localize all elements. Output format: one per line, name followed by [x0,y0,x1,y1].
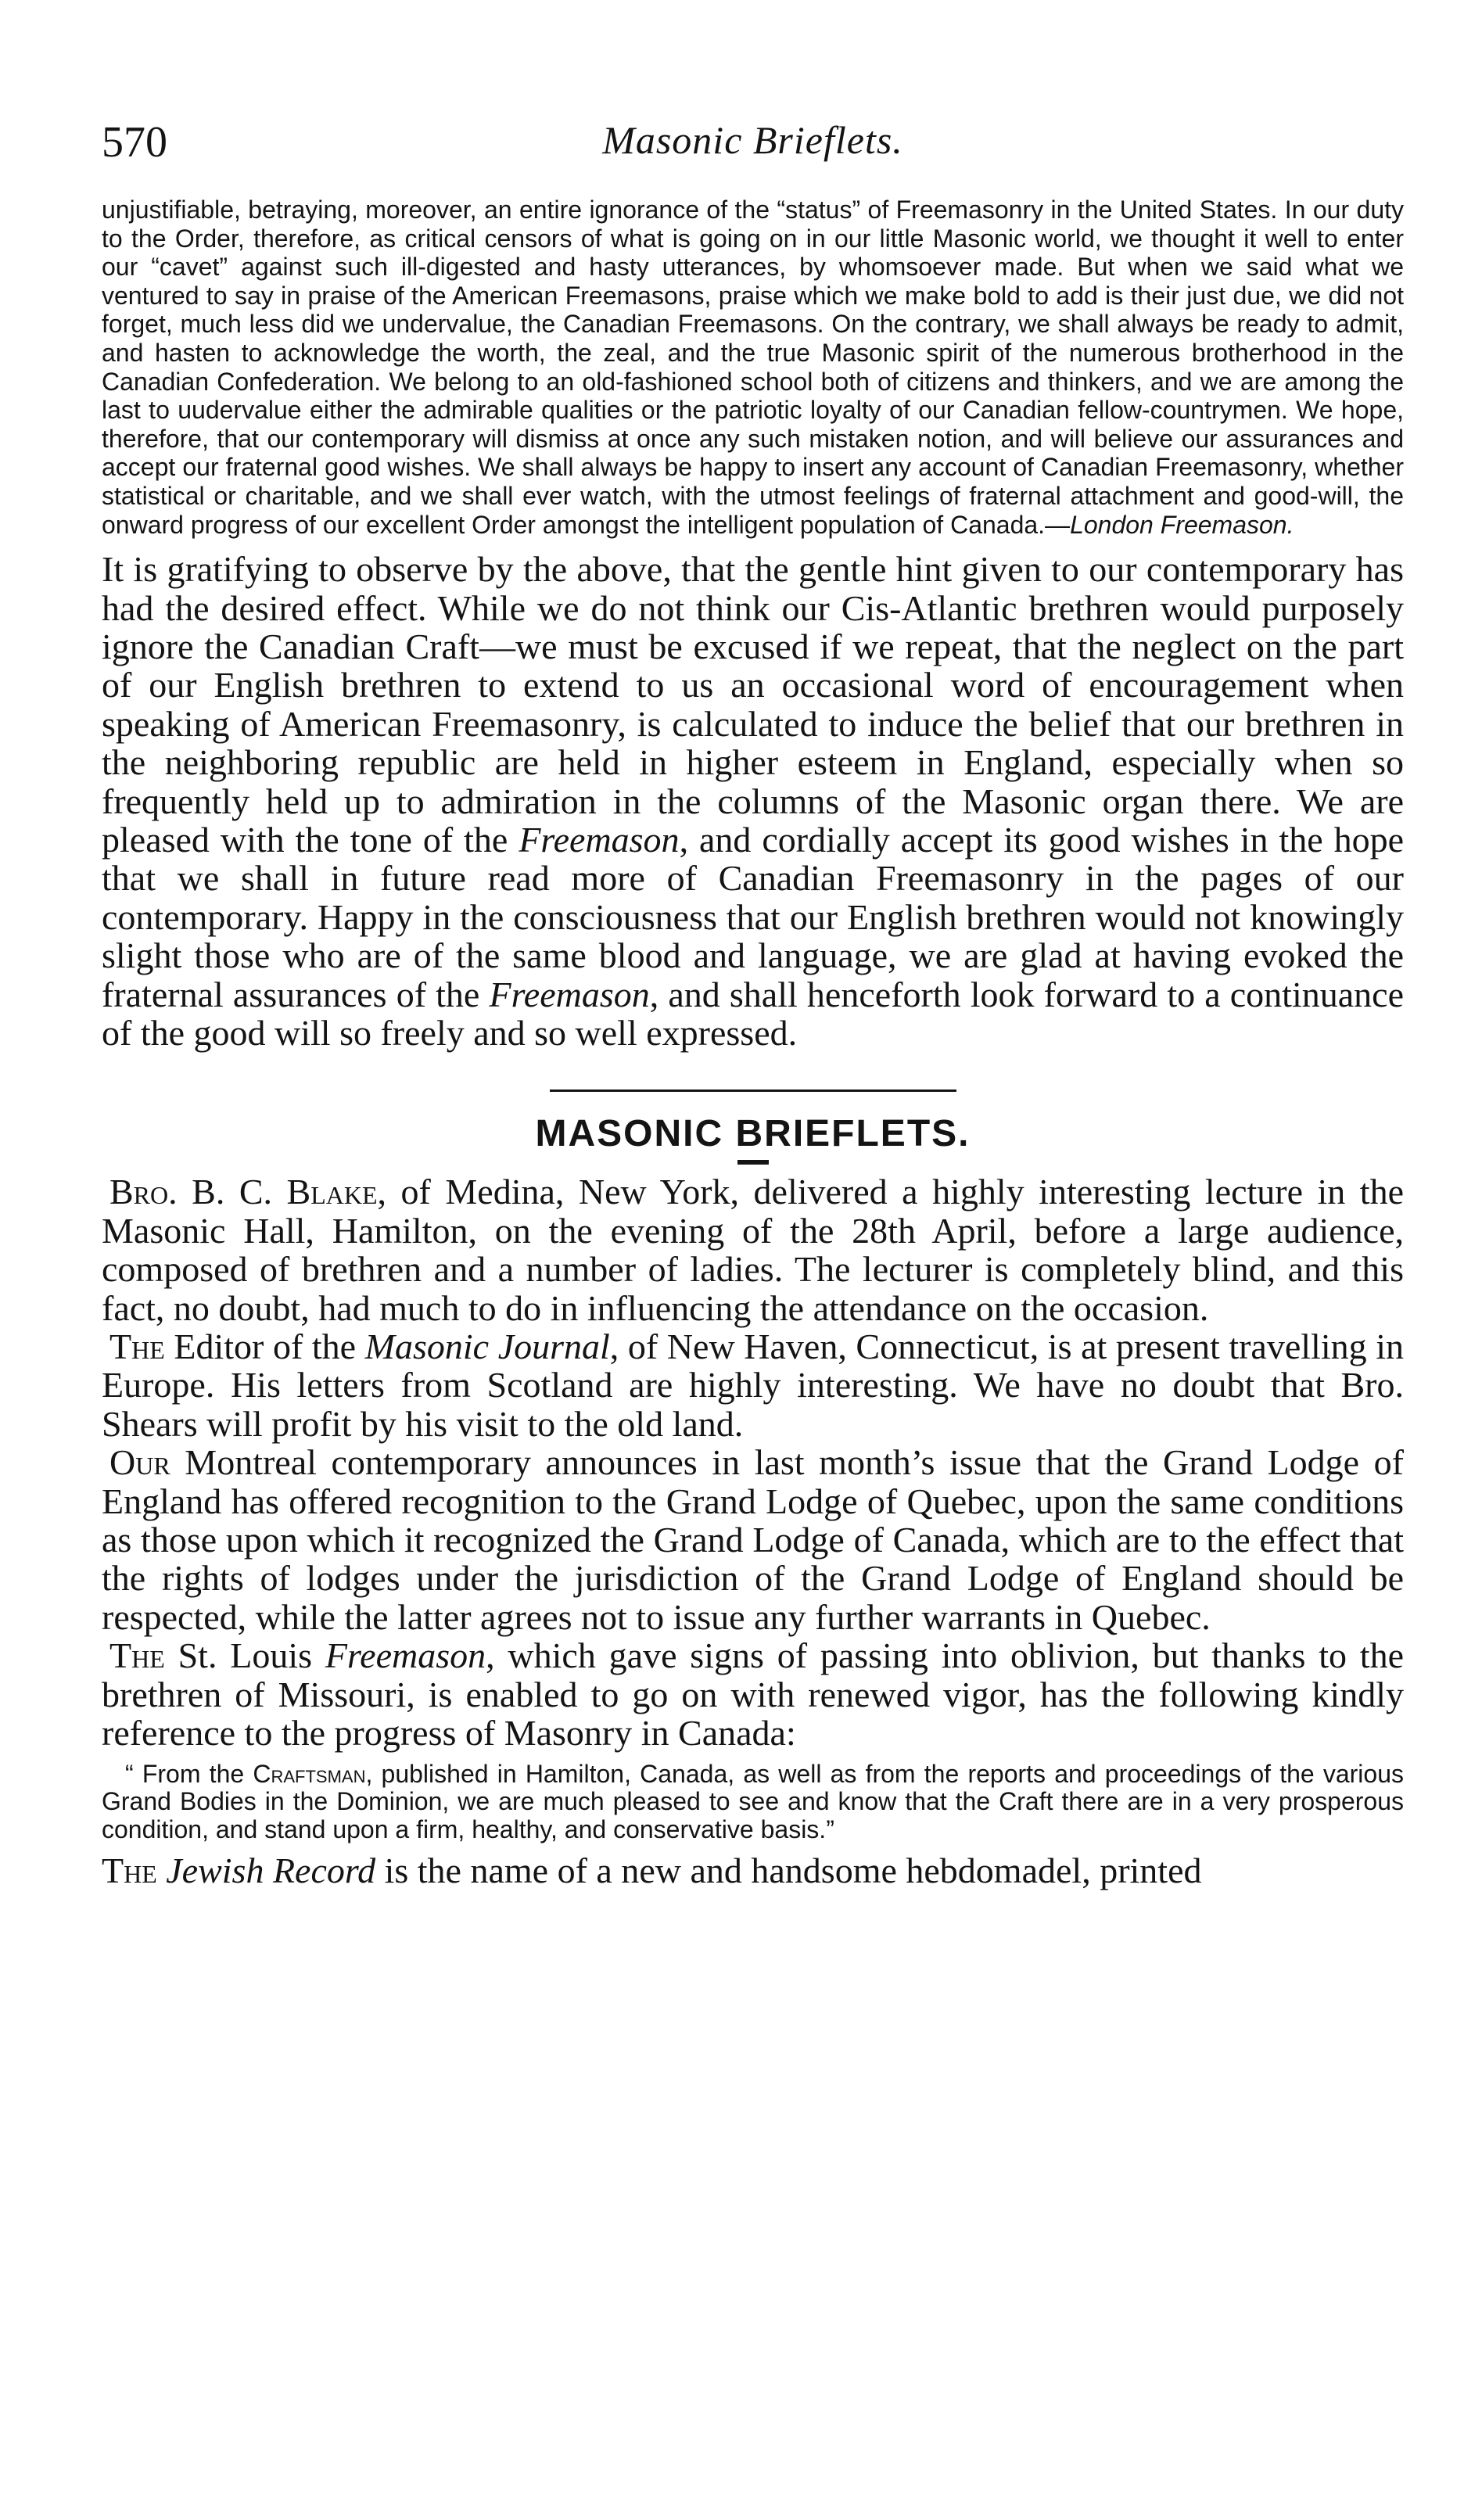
commentary-text-2: , and cordially accept its good wishes in the hope that we shall in future read more of Canadian Freemasonry in the pages of our contemporary. Happy in the consciousness that our English brethren would not knowingly slight those who are of the same blood and language, we are glad at having evoked the fraternal assurances of the [102,819,1405,1014]
page-number: 570 [102,118,167,167]
brieflet-lead: The [109,1326,165,1367]
quote-rest: , published in Hamilton, Canada, as well as from the reports and proceedings of the various Grand Bodies in the Dominion, we are much pleased to see and know that the Craft there are in a very prosperous condition, and stand upon a firm, healthy, and conservative basis.” [102,1759,1405,1843]
craftsman-quote [102,1761,1404,1844]
brieflet-lead: Bro. B. C. Blake [109,1172,378,1212]
quote-open: “ From the [125,1759,253,1788]
quoted-article-text: unjustifiable, betraying, moreover, an entire ignorance of the “status” of Freemasonry in the United States. In our duty to the Order, therefore, as critical censors of what is going on in our little Masonic world, we thought it well to enter our “cavet” against such ill-digested and hasty utterances, by whomsoever made. But when we said what we ventured to say in praise of the American Freemasons, praise which we make bold to add is their just due, we did not forget, much less did we undervalue, the Canadian Freemasons. On the contrary, we shall always be ready to admit, and hasten to acknowledge the worth, the zeal, and the true Masonic spirit of the numerous brotherhood in the Canadian Confederation. We belong to an old-fashioned school both of citizens and thinkers, and we are among the last to uudervalue either the admirable qualities or the patriotic loyalty of our Canadian fellow-countrymen. We hope, therefore, that our contemporary will dismiss at once any such mistaken notion, and will believe our assurances and accept our fraternal good wishes. We shall always be happy to insert any account of Canadian Freemasonry, whether statistical or charitable, and we shall ever watch, with the utmost feelings of fraternal attachment and good-will, the onward progress of our excellent Order amongst the intelligent population of Canada. [102,196,1404,539]
brieflet-italic: Masonic Journal [364,1326,610,1367]
brieflet-masonic-journal [102,1327,1404,1443]
page [102,117,1404,1890]
brieflet-italic: Freemason [325,1635,486,1676]
quote-craftsman: Craftsman [253,1759,366,1788]
brieflet-lead: The [109,1635,165,1676]
brieflet-text: , of New Haven, Connecticut, is at present travelling in Europe. His letters from Scotland are highly interesting. We have no doubt that Bro. Shears will profit by his visit to the old land. [102,1326,1404,1444]
brieflet-st-louis [102,1636,1404,1752]
brieflet-text: Editor of the [164,1326,365,1367]
brieflet-montreal [102,1443,1404,1636]
section-divider [550,1089,956,1092]
commentary-text-1: It is gratifying to observe by the above, that the gentle hint given to our contemporary has had the desired effect. While we do not think our Cis-Atlantic brethren would purposely ignore the Canadian Craft—we must be excused if we repeat, that the neglect on the part of our English brethren to extend to us an occasional word of encouragement when speaking of American Freemasonry, is calculated to induce the belief that our brethren in the neighboring republic are held in higher esteem in England, especially when so frequently held up to admiration in the columns of the Masonic organ there. We are pleased with the tone of the [102,549,1404,860]
brieflet-text: Montreal contemporary announces in last month’s issue that the Grand Lodge of England has offered recognition to the Grand Lodge of Quebec, upon the same conditions as those upon which it recognized the Grand Lodge of Canada, which are to the effect that the rights of lodges under the jurisdiction of the Grand Lodge of England should be respected, while the latter agrees not to issue any further warrants in Quebec. [102,1442,1404,1637]
final-lead: The [102,1851,157,1890]
final-text: is the name of a new and handsome hebdomadel, printed [375,1851,1202,1890]
brieflet-text: , of Medina, New York, delivered a highly interesting lecture in the Masonic Hall, Hamilton, on the evening of the 28th April, before a large audience, composed of brethren and a number of ladies. The lecturer is completely blind, and this fact, no doubt, had much to do in influencing the attendance on the occasion. [102,1172,1405,1328]
commentary-italic-2: Freemason [489,974,650,1014]
brieflet-lead: Our [109,1442,170,1483]
running-head [102,117,1404,180]
heading-dash [737,1160,769,1165]
commentary-italic-1: Freemason [519,819,680,860]
brieflet-text: St. Louis [164,1635,325,1676]
brieflet-blake [102,1172,1404,1327]
final-italic: Jewish Record [166,1851,376,1890]
brieflet-text: , which gave signs of passing into oblivion, but thanks to the brethren of Missouri, is enabled to go on with renewed vigor, has the following kindly reference to the progress of Masonry in Canada: [102,1635,1404,1754]
commentary-text-3: , and shall henceforth look forward to a continuance of the good will so freely and so well expressed. [102,974,1404,1053]
final-paragraph [102,1851,1404,1890]
quoted-article-source: —London Freemason. [1045,510,1294,539]
section-heading: MASONIC BRIEFLETS. [535,1113,971,1155]
commentary-paragraph [102,550,1404,1052]
running-title: Masonic Brieflets. [602,118,903,162]
quoted-article [102,196,1404,539]
